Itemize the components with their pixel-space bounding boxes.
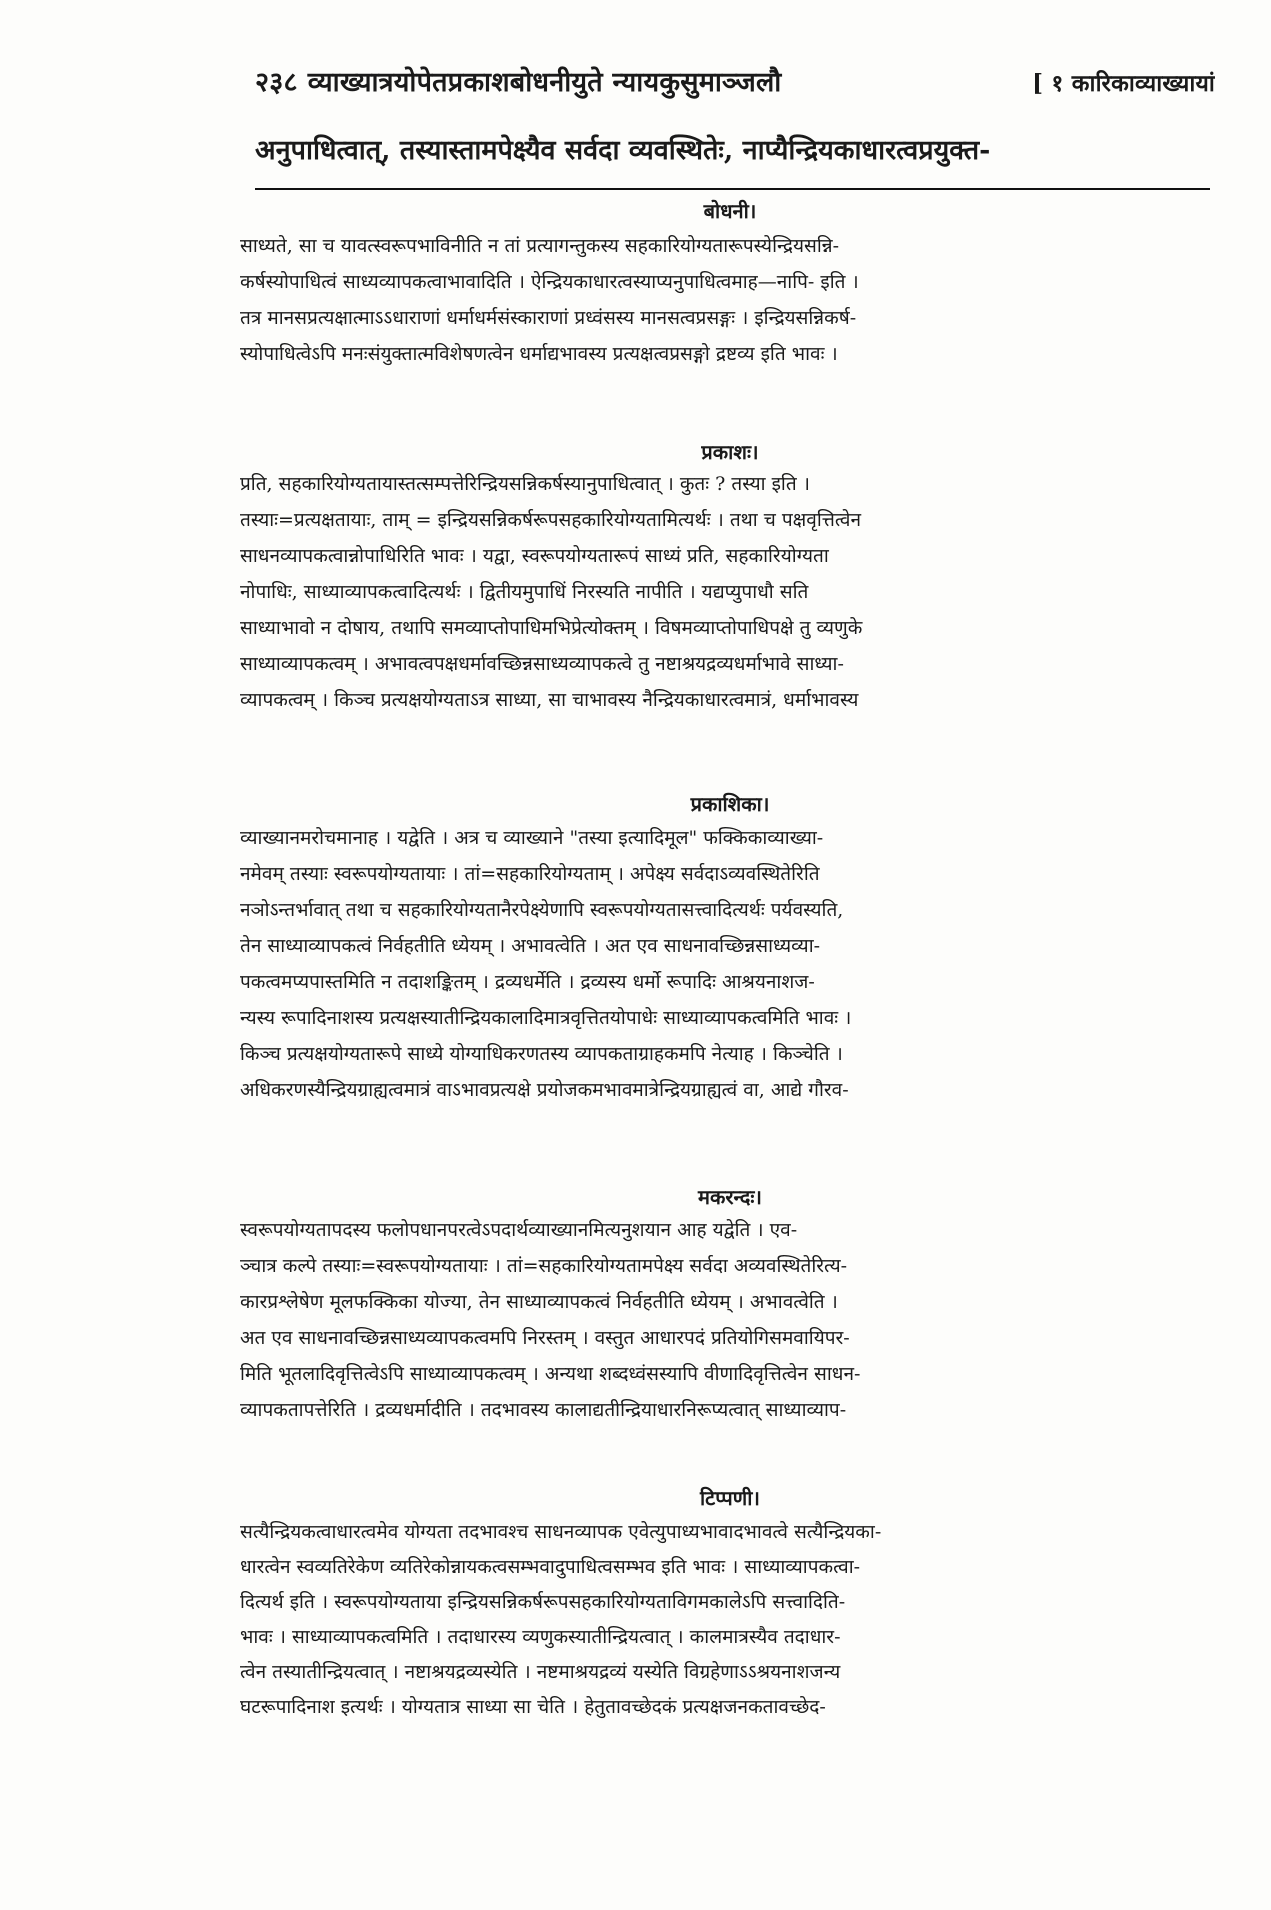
text-line: धारत्वेन स्वव्यतिरेकेण व्यतिरेकोन्नायकत्वसम्भवादुपाधित्वसम्भव इति भावः । साध्याव्यापकत्वा-: [240, 1556, 861, 1578]
commentary-heading-prakashika: प्रकाशिका।: [690, 792, 770, 816]
text-line: व्यापकतापत्तेरिति । द्रव्यधर्मादीति । तदभावस्य कालाद्यतीन्द्रियाधारनिरूप्यत्वात् साध्याव्याप-: [240, 1399, 847, 1421]
text-line: तेन साध्याव्यापकत्वं निर्वहतीति ध्येयम् । अभावत्वेति । अत एव साधनावच्छिन्नसाध्यव्या-: [240, 935, 821, 957]
commentary-heading-bodhani: बोधनी।: [703, 199, 757, 223]
commentary-prakasha: [240, 466, 1215, 718]
book-title: व्याख्यात्रयोपेतप्रकाशबोधनीयुते न्यायकुसुमाञ्जलौ: [307, 67, 782, 98]
text-line: नमेवम् तस्याः स्वरूपयोग्यतायाः । तां=सहकारियोग्यताम् । अपेक्ष्य सर्वदाऽव्यवस्थितेरिति: [240, 863, 820, 885]
text-line: अत एव साधनावच्छिन्नसाध्यव्यापकत्वमपि निरस्तम् । वस्तुत आधारपदं प्रतियोगिसमवायिपर-: [240, 1327, 850, 1349]
header-rule: [255, 188, 1210, 190]
text-line: नञोऽन्तर्भावात् तथा च सहकारियोग्यतानैरपेक्ष्येणापि स्वरूपयोग्यतासत्त्वादित्यर्थः पर्यवस्यति,: [240, 899, 844, 921]
running-header: [255, 62, 1215, 112]
text-line: दित्यर्थ इति । स्वरूपयोग्यताया इन्द्रियसन्निकर्षरूपसहकारियोग्यताविगमकालेऽपि सत्त्वादिति-: [240, 1591, 846, 1613]
text-line: कारप्रश्लेषेण मूलफक्किका योज्या, तेन साध्याव्यापकत्वं निर्वहतीति ध्येयम् । अभावत्वेति ।: [240, 1291, 838, 1313]
text-line: न्यस्य रूपादिनाशस्य प्रत्यक्षस्यातीन्द्रियकालादिमात्रवृत्तितयोपाधेः साध्याव्यापकत्वमिति भावः ।: [240, 1007, 852, 1029]
commentary-tippani: [240, 1515, 1215, 1725]
text-line: साध्याव्यापकत्वम् । अभावत्वपक्षधर्मावच्छिन्नसाध्यव्यापकत्वे तु नष्टाश्रयद्रव्यधर्माभावे साध्या-: [240, 653, 844, 675]
text-line: स्योपाधित्वेऽपि मनःसंयुक्तात्मविशेषणत्वेन धर्माद्यभावस्य प्रत्यक्षत्वप्रसङ्गो द्रष्टव्य इति भावः ।: [240, 343, 838, 365]
text-line: तस्याः=प्रत्यक्षतायाः, ताम् = इन्द्रियसन्निकर्षरूपसहकारियोग्यतामित्यर्थः । तथा च पक्षवृत्तित्वेन: [240, 509, 862, 531]
text-line: नोपाधिः, साध्याव्यापकत्वादित्यर्थः । द्वितीयमुपाधिं निरस्यति नापीति । यद्यप्युपाधौ सति: [240, 581, 809, 603]
text-line: घटरूपादिनाश इत्यर्थः । योग्यतात्र साध्या सा चेति । हेतुतावच्छेदकं प्रत्यक्षजनकतावच्छेद-: [240, 1696, 826, 1718]
text-line: व्यापकत्वम् । किञ्च प्रत्यक्षयोग्यताऽत्र साध्या, सा चाभावस्य नैन्द्रियकाधारत्वमात्रं, धर्माभावस्य: [240, 689, 859, 711]
text-line: भावः । साध्याव्यापकत्वमिति । तदाधारस्य व्यणुकस्यातीन्द्रियत्वात् । कालमात्रस्यैव तदाधार-: [240, 1626, 841, 1648]
commentary-heading-prakasha: प्रकाशः।: [701, 440, 759, 464]
commentary-prakashika: [240, 820, 1215, 1108]
text-line: सत्यैन्द्रियकत्वाधारत्वमेव योग्यता तदभावश्च साधनव्यापक एवेत्युपाध्यभावादभावत्वे सत्यैन्द्रियका-: [240, 1521, 882, 1543]
text-line: साधनव्यापकत्वान्नोपाधिरिति भावः । यद्वा, स्वरूपयोग्यतारूपं साध्यं प्रति, सहकारियोग्यता: [240, 545, 829, 567]
text-line: पकत्वमप्यपास्तमिति न तदाशङ्कितम् । द्रव्यधर्मेति । द्रव्यस्य धर्मो रूपादिः आश्रयनाशज-: [240, 971, 815, 993]
commentary-makaranda: [240, 1212, 1215, 1428]
text-line: साध्याभावो न दोषाय, तथापि समव्याप्तोपाधिमभिप्रेत्योक्तम् । विषमव्याप्तोपाधिपक्षे तु व्यणुके: [240, 617, 863, 639]
text-line: व्याख्यानमरोचमानाह । यद्वेति । अत्र च व्याख्याने "तस्या इत्यादिमूल" फक्किकाव्याख्या-: [240, 827, 824, 849]
text-line: किञ्च प्रत्यक्षयोग्यतारूपे साध्ये योग्याधिकरणतस्य व्यापकताग्राहकमपि नेत्याह । किञ्चेति ।: [240, 1043, 843, 1065]
text-line: प्रति, सहकारियोग्यतायास्तत्सम्पत्तेरिन्द्रियसन्निकर्षस्यानुपाधित्वात् । कुतः ? तस्या इति ।: [240, 473, 810, 495]
section-label: [ १ कारिकाव्याख्यायां: [1032, 70, 1215, 97]
text-line: कर्षस्योपाधित्वं साध्यव्यापकत्वाभावादिति । ऐन्द्रियकाधारत्वस्याप्यनुपाधित्वमाह—नापि- इति ।: [240, 271, 859, 293]
text-line: त्वेन तस्यातीन्द्रियत्वात् । नष्टाश्रयद्रव्यस्येति । नष्टमाश्रयद्रव्यं यस्येति विग्रहेणाऽऽश्रयनाशजन्य: [240, 1661, 841, 1683]
commentary-bodhani: [240, 228, 1215, 372]
commentary-heading-makaranda: मकरन्दः।: [698, 1185, 762, 1209]
text-line: तत्र मानसप्रत्यक्षात्माऽऽधाराणां धर्माधर्मसंस्काराणां प्रध्वंसस्य मानसत्वप्रसङ्गः । इन्द्रियसन्निकर्ष-: [240, 307, 857, 329]
root-text-line: अनुपाधित्वात्, तस्यास्तामपेक्ष्यैव सर्वदा व्यवस्थितेः, नाप्यैन्द्रियकाधारत्वप्रयुक्त-: [255, 135, 991, 166]
text-line: मिति भूतलादिवृत्तित्वेऽपि साध्याव्यापकत्वम् । अन्यथा शब्दध्वंसस्यापि वीणादिवृत्तित्वेन साधन-: [240, 1363, 861, 1385]
page-number: २३८: [255, 67, 298, 98]
text-line: स्वरूपयोग्यतापदस्य फलोपधानपरत्वेऽपदार्थव्याख्यानमित्यनुशयान आह यद्वेति । एव-: [240, 1219, 798, 1241]
text-line: अधिकरणस्यैन्द्रियग्राह्यत्वमात्रं वाऽभावप्रत्यक्षे प्रयोजकमभावमात्रेन्द्रियग्राह्यत्वं वा, आद्ये गौरव-: [240, 1079, 849, 1101]
text-line: ञ्चात्र कल्पे तस्याः=स्वरूपयोग्यतायाः । तां=सहकारियोग्यतामपेक्ष्य सर्वदा अव्यवस्थितेरित्य-: [240, 1255, 848, 1277]
text-line: साध्यते, सा च यावत्स्वरूपभाविनीति न तां प्रत्यागन्तुकस्य सहकारियोग्यतारूपस्येन्द्रियसन्नि-: [240, 235, 839, 257]
commentary-heading-tippani: टिप्पणी।: [700, 1486, 760, 1510]
